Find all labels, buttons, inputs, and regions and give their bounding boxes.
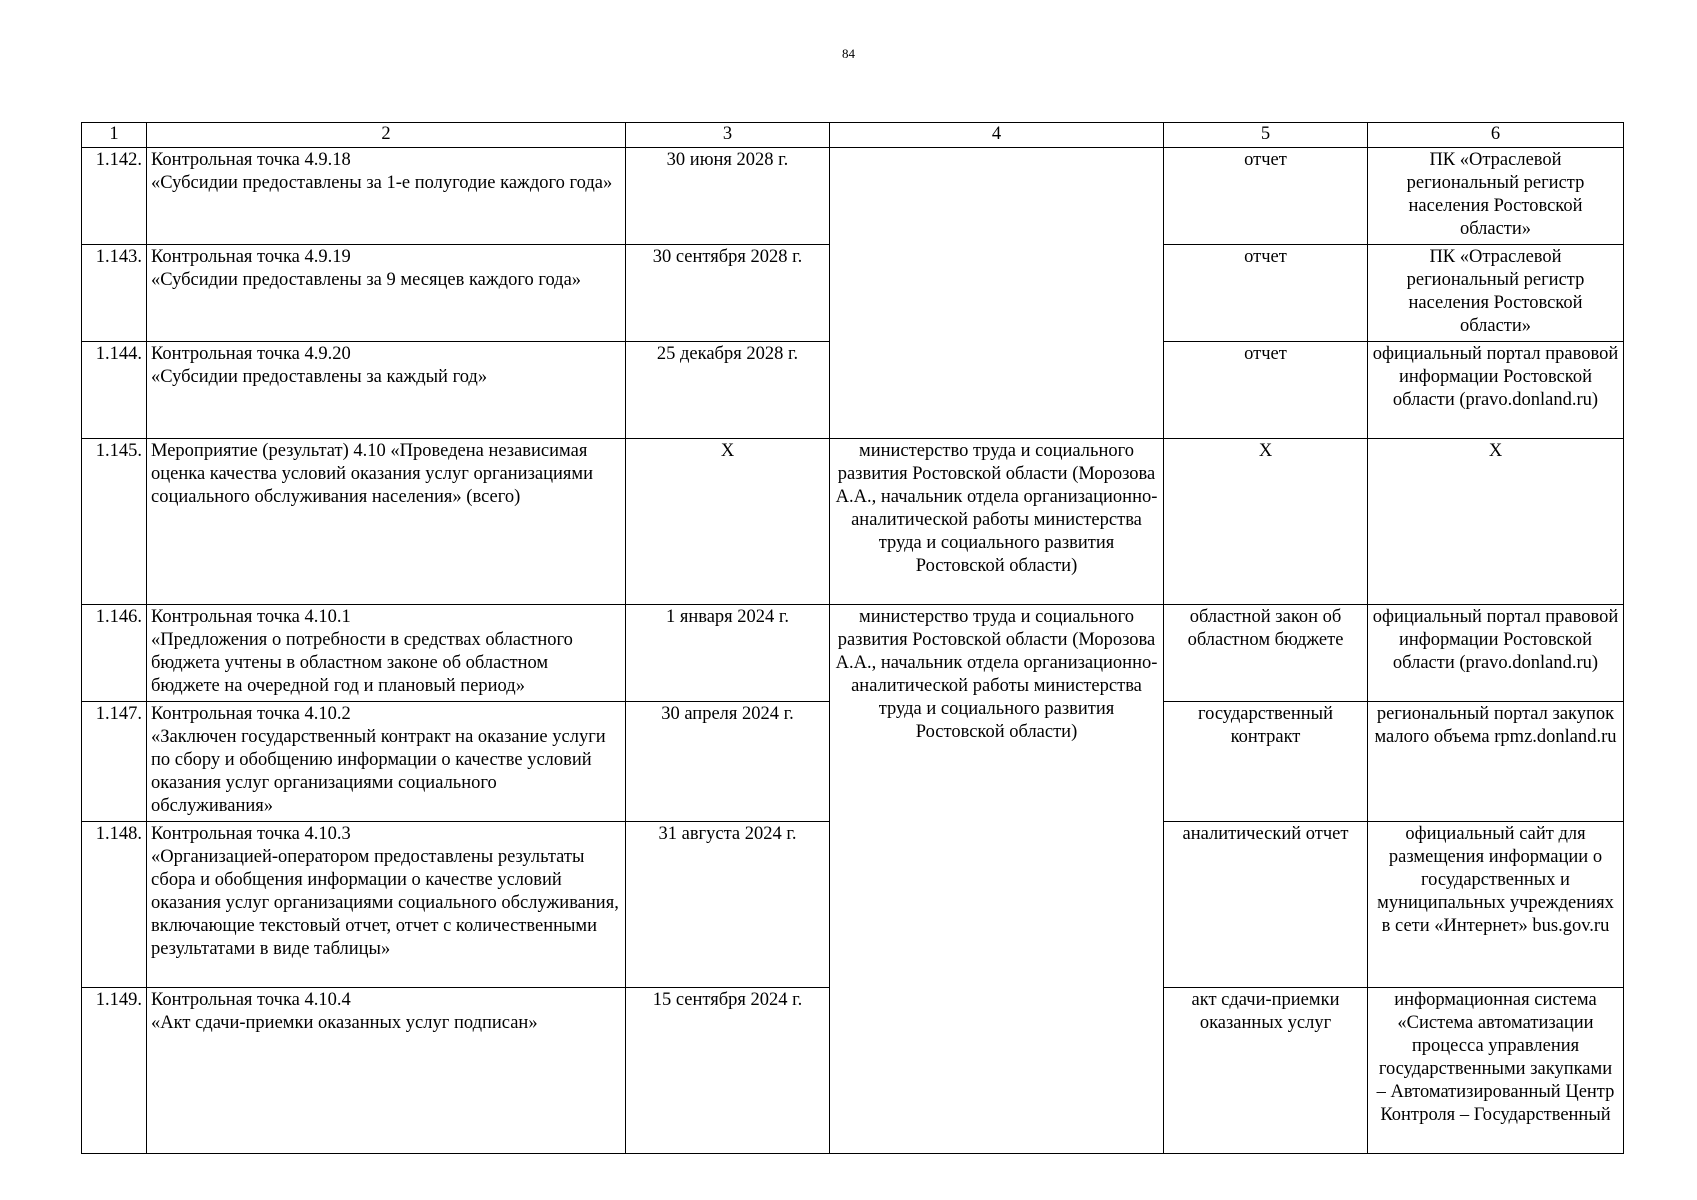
row-responsible: министерство труда и социального развития Ростовской области (Морозова А.А., начальник отдела организационно-аналитической работы министерства труда и социального развития Ростовской области) xyxy=(830,605,1164,1154)
row-info-source: информационная система «Система автоматизации процесса управления государственными закупками – Автоматизированный Центр Контроля – Государственный xyxy=(1368,988,1624,1154)
row-info-source: официальный портал правовой информации Ростовской области (pravo.donland.ru) xyxy=(1368,342,1624,439)
row-info-source: ПК «Отраслевой региональный регистр населения Ростовской области» xyxy=(1368,245,1624,342)
row-description xyxy=(147,605,626,702)
row-document-type: отчет xyxy=(1164,342,1368,439)
row-info-source: официальный портал правовой информации Ростовской области (pravo.donland.ru) xyxy=(1368,605,1624,702)
row-deadline: 30 апреля 2024 г. xyxy=(626,702,830,822)
column-header: 5 xyxy=(1164,123,1368,148)
row-description xyxy=(147,702,626,822)
row-title: Контрольная точка 4.9.20 xyxy=(151,344,351,364)
row-number: 1.144. xyxy=(82,342,147,439)
row-description xyxy=(147,148,626,245)
row-description xyxy=(147,245,626,342)
row-detail: «Заключен государственный контракт на оказание услуги по сбору и обобщению информации о качестве условий оказания услуг организациями социального обслуживания» xyxy=(151,727,606,816)
row-responsible: министерство труда и социального развития Ростовской области (Морозова А.А., начальник отдела организационно-аналитической работы министерства труда и социального развития Ростовской области) xyxy=(830,439,1164,605)
row-number: 1.149. xyxy=(82,988,147,1154)
row-detail: «Предложения о потребности в средствах областного бюджета учтены в областном законе об областном бюджете на очередной год и плановый период» xyxy=(151,630,573,696)
row-description xyxy=(147,988,626,1154)
page-number: 84 xyxy=(842,46,855,61)
row-info-source: Х xyxy=(1368,439,1624,605)
row-title: Контрольная точка 4.9.19 xyxy=(151,247,351,267)
column-header: 4 xyxy=(830,123,1164,148)
table-row xyxy=(82,148,1624,245)
row-title: Контрольная точка 4.10.1 xyxy=(151,607,351,627)
row-document-type: государственный контракт xyxy=(1164,702,1368,822)
row-title: Контрольная точка 4.10.4 xyxy=(151,990,351,1010)
row-deadline: 30 июня 2028 г. xyxy=(626,148,830,245)
row-deadline: 30 сентября 2028 г. xyxy=(626,245,830,342)
row-deadline: 31 августа 2024 г. xyxy=(626,822,830,988)
row-number: 1.142. xyxy=(82,148,147,245)
row-description xyxy=(147,822,626,988)
row-deadline: 15 сентября 2024 г. xyxy=(626,988,830,1154)
responsible-cell-empty xyxy=(830,148,1164,439)
row-document-type: областной закон об областном бюджете xyxy=(1164,605,1368,702)
table-row xyxy=(82,605,1624,702)
table-row xyxy=(82,439,1624,605)
row-info-source: официальный сайт для размещения информации о государственных и муниципальных учреждениях в сети «Интернет» bus.gov.ru xyxy=(1368,822,1624,988)
column-header: 2 xyxy=(147,123,626,148)
row-number: 1.148. xyxy=(82,822,147,988)
row-document-type: Х xyxy=(1164,439,1368,605)
row-document-type: отчет xyxy=(1164,148,1368,245)
row-document-type: акт сдачи-приемки оказанных услуг xyxy=(1164,988,1368,1154)
control-points-table xyxy=(81,122,1624,1154)
row-detail: «Акт сдачи-приемки оказанных услуг подписан» xyxy=(151,1013,538,1033)
row-deadline: Х xyxy=(626,439,830,605)
row-detail: «Субсидии предоставлены за каждый год» xyxy=(151,367,488,387)
row-number: 1.147. xyxy=(82,702,147,822)
row-number: 1.146. xyxy=(82,605,147,702)
row-document-type: аналитический отчет xyxy=(1164,822,1368,988)
column-header: 3 xyxy=(626,123,830,148)
row-number: 1.143. xyxy=(82,245,147,342)
table-header-row xyxy=(82,123,1624,148)
row-title: Контрольная точка 4.10.3 xyxy=(151,824,351,844)
row-detail: «Субсидии предоставлены за 9 месяцев каждого года» xyxy=(151,270,582,290)
row-title: Контрольная точка 4.10.2 xyxy=(151,704,351,724)
row-info-source: ПК «Отраслевой региональный регистр населения Ростовской области» xyxy=(1368,148,1624,245)
column-header: 1 xyxy=(82,123,147,148)
row-detail: «Субсидии предоставлены за 1-е полугодие каждого года» xyxy=(151,173,613,193)
row-deadline: 25 декабря 2028 г. xyxy=(626,342,830,439)
row-document-type: отчет xyxy=(1164,245,1368,342)
row-info-source: региональный портал закупок малого объема rpmz.donland.ru xyxy=(1368,702,1624,822)
row-deadline: 1 января 2024 г. xyxy=(626,605,830,702)
row-description: Мероприятие (результат) 4.10 «Проведена независимая оценка качества условий оказания услуг организациями социального обслуживания населения» (всего) xyxy=(147,439,626,605)
row-detail: «Организацией-оператором предоставлены результаты сбора и обобщения информации о качестве условий оказания услуг организациями социального обслуживания, включающие текстовый отчет, отчет с количественными результатами в виде таблицы» xyxy=(151,847,619,959)
row-description xyxy=(147,342,626,439)
row-number: 1.145. xyxy=(82,439,147,605)
column-header: 6 xyxy=(1368,123,1624,148)
row-title: Контрольная точка 4.9.18 xyxy=(151,150,351,170)
